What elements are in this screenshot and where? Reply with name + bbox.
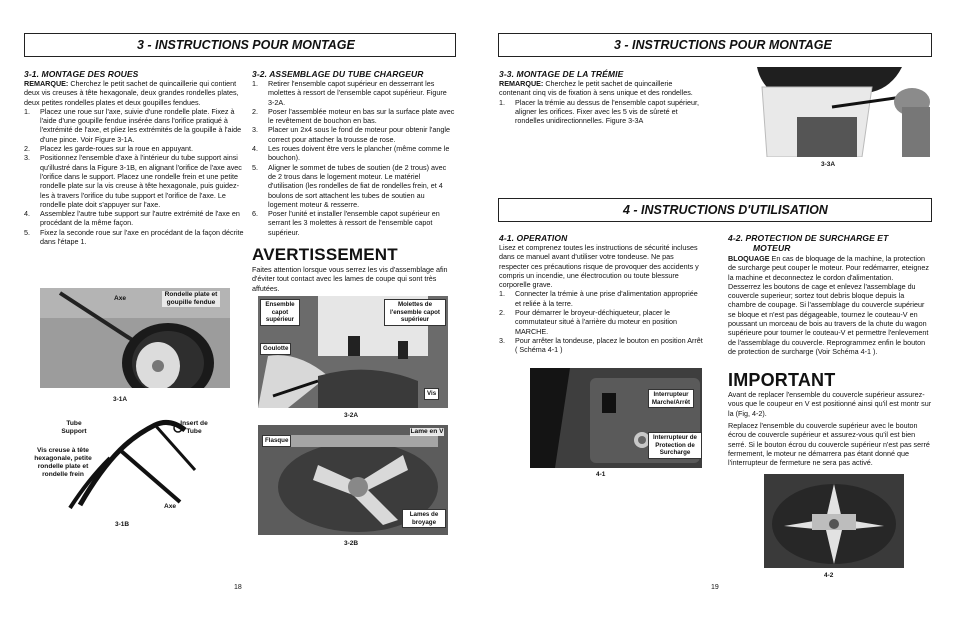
label-vis-creuse: Vis creuse à tête hexagonale, petite rondelle plate et rondelle frein [34, 447, 92, 478]
list-item [24, 153, 245, 209]
figure-3-1a-caption: 3-1A [113, 396, 128, 403]
list-text: Placez une roue sur l'axe, suivie d'une rondelle plate. Fixez à l'aide d'une goupille fendue insérée dans l'orifice pratiqué à l'extrémité de l'axe, et pliez les extrémités de la goupille à l'aide d'une pince. Voir Figure 3-1A. [40, 106, 242, 144]
label-lames-broyage: Lames de broyage [402, 509, 446, 528]
list-item [24, 228, 245, 247]
section-3-3-body [499, 79, 703, 125]
list-number: 1. [499, 289, 505, 299]
figure-3-3a-photo [752, 62, 930, 157]
list-item [499, 98, 703, 126]
list-number: 3. [24, 153, 30, 163]
section-3-2-body [252, 79, 455, 237]
list-item [252, 209, 455, 237]
list-item [252, 79, 455, 107]
label-axe-b: Axe [164, 503, 177, 510]
label-rondelle-plate: Rondelle plate et goupille fendue [162, 291, 220, 307]
remark-text: Cherchez le petit sachet de quincaillerie contenant cinq vis de fixation à sens unique et des rondelles. [499, 79, 693, 98]
warning-title: AVERTISSEMENT [252, 245, 398, 264]
list-text: Pour arrêter la tondeuse, placez le bouton en position Arrêt ( Schéma 4-1 ) [515, 335, 703, 355]
remark-label: REMARQUE: [24, 79, 69, 88]
list-number: 2. [252, 106, 258, 116]
label-vis: Vis [424, 388, 439, 400]
section-4-2-body [728, 254, 932, 356]
section-4-1-title: 4-1. OPERATION [499, 233, 568, 243]
right-section-header [498, 33, 932, 57]
label-lame-v: Lame en V [410, 428, 444, 435]
section-3-2-title: 3-2. ASSEMBLAGE DU TUBE CHARGEUR [252, 69, 424, 79]
section-3-1-title: 3-1. MONTAGE DES ROUES [24, 69, 139, 79]
bloquage-label: BLOQUAGE [728, 254, 770, 263]
figure-3-2a-caption: 3-2A [344, 412, 359, 419]
page-number-left: 18 [234, 584, 242, 591]
section-3-1-body [24, 79, 245, 246]
list-number: 2. [24, 144, 30, 154]
list-number: 1. [499, 97, 505, 107]
section-4-2-p1 [728, 254, 932, 282]
figure-3-1b-caption: 3-1B [115, 521, 130, 528]
list-text: Placer un 2x4 sous le fond de moteur pour obtenir l'angle correct pour attacher la trousse de rose. [268, 125, 450, 144]
left-section-header [24, 33, 456, 57]
section-4-2-title-line1: 4-2. PROTECTION DE SURCHARGE ET [728, 233, 889, 243]
section-4-2-p3: Avant de replacer l'ensemble du couvercle supérieur assurez-vous que le coupeur en V est positionné ainsi qu'il est montr sur la (Fig, 4-2). [728, 390, 932, 418]
list-item [252, 144, 455, 163]
list-item [252, 125, 455, 144]
list-number: 1. [252, 79, 258, 88]
list-number: 2. [499, 308, 505, 318]
section-4-header [498, 198, 932, 222]
list-number: 3. [499, 335, 505, 345]
section-4-1-intro: Lisez et comprenez toutes les instructions de sécurité incluses dans ce manuel avant d'utiliser votre tondeuse. Ne pas respecter ces précautions risque de provoquer des accidents y compris un incendie, une électrocution ou toute blessure corporelle grave. [499, 243, 699, 290]
list-text: Poser l'assemblée moteur en bas sur la surface plate avec le revêtement de bouchon en bas. [268, 106, 455, 126]
section-4-2-p4: Replacez l'ensemble du couvercle supérieur avec le bouton écrou de couvercle supérieur et assurez-vous qu'il est bien serré. Si le bouton écrou du couvercle supérieur n'est pas serré fermement, le moteur ne démarrera pas étant donné que l'interrupteur de fermeture ne sera pas activé. [728, 421, 930, 468]
list-text: Assemblez l'autre tube support sur l'autre extrémité de l'axe en procédant de la même façon. [40, 209, 240, 228]
list-item [499, 336, 703, 355]
label-axe: Axe [114, 295, 127, 302]
figure-3-2b-caption: 3-2B [344, 540, 359, 547]
figure-3-3a-caption: 3-3A [821, 161, 836, 168]
bloquage-text: En cas de bloquage de la machine, la protection de surcharge peut couper le moteur. Pour redémarrer, eteignez la machine et deconnectez le cordon d'alimentation. [728, 254, 929, 282]
list-number: 5. [252, 162, 258, 172]
section-4-header-text: 4 - INSTRUCTIONS D'UTILISATION [623, 203, 828, 217]
v-cutter-illustration [764, 474, 904, 568]
left-header-text: 3 - INSTRUCTIONS POUR MONTAGE [137, 38, 355, 52]
list-number: 3. [252, 125, 258, 135]
figure-4-2-photo [764, 474, 904, 568]
figure-4-1-caption: 4-1 [596, 471, 606, 478]
label-goulotte: Goulotte [260, 343, 291, 355]
list-item [24, 144, 245, 153]
list-number: 4. [252, 144, 258, 154]
section-4-2-title-line2: MOTEUR [753, 243, 791, 253]
list-item [24, 209, 245, 228]
list-text: Retirer l'ensemble capot supérieur en desserrant les molettes à ressort de l'ensemble capot supérieur. Figure 3-2A. [268, 79, 447, 107]
list-item [24, 107, 245, 144]
important-title: IMPORTANT [728, 370, 836, 390]
label-tube-support: Tube Support [61, 420, 87, 435]
hopper-illustration [752, 62, 930, 157]
list-text: Placez les garde-roues sur la roue en appuyant. [40, 144, 194, 154]
list-item [499, 289, 703, 308]
label-ensemble-capot: Ensemble capot supérieur [260, 299, 300, 326]
list-item [252, 107, 455, 126]
list-text: Les roues doivent être vers le plancher (même comme le bouchon). [268, 144, 450, 163]
warning-text: Faites attention lorsque vous serrez les vis d'assemblage afin d'éviter tout contact avec les lames de coupe qui sont très affutées. [252, 265, 448, 293]
section-4-2-title [728, 233, 932, 253]
list-item [499, 308, 703, 336]
list-number: 4. [24, 209, 30, 219]
label-interrupteur: Interrupteur Marche/Arrêt [648, 389, 694, 408]
label-insert-tube: Insert de Tube [180, 420, 208, 435]
list-text: Poser l'unité et installer l'ensemble capot supérieur en serrant les 3 molettes à ressort de l'ensemble capot supérieur. [268, 209, 440, 237]
label-flasque: Flasque [262, 435, 291, 447]
list-text: Positionnez l'ensemble d'axe à l'intérieur du tube support ainsi qu'illustré dans la Figure 3-1B, en alignant l'orifice de l'axe avec l'orifice dans le support. Placez une rondelle frein et une petite rondelle plate sur la vis creuse à tête hexagonale, puis guidez-les à travers l'orifice du tube support et l'orifice de l'axe. Le rondelle plate doit s'appuyer sur l'axe. [40, 153, 242, 209]
label-molettes: Molettes de l'ensemble capot supérieur [384, 299, 446, 326]
list-number: 6. [252, 209, 258, 219]
section-4-1-body [499, 243, 703, 355]
remark-label: REMARQUE: [499, 79, 544, 88]
section-3-3-title: 3-3. MONTAGE DE LA TRÉMIE [499, 69, 624, 79]
section-4-2-p2: Desserrez les boutons de cage et enlevez l'assemblage du couvercle superieur; sortez tout debris bloque depuis la chambre de coupage. Si l'assemblage du couvercle supérieur se bloque et n'est pas dégageable, tournez le couteau-V en poussant un morceau de bois au travers de la chute du wagon supérieure pour tourner le couteau-V et permettre l'enlevement de l'assemblage du couvercle. Reprogrammez enfin le bouton de protection de surcharge (Voir Schéma 4-1 ). [728, 281, 929, 356]
list-text: Pour démarrer le broyeur-déchiqueteur, placer le commutateur situé à l'arrière du moteur en position MARCHE. [515, 308, 677, 336]
list-item [252, 163, 455, 209]
remark-text: Cherchez le petit sachet de quincaillerie qui contient deux vis creuses à tête hexagonale, deux grandes rondelles plates, deux petites rondelles plates et deux goupilles fendues. [24, 79, 239, 107]
right-header-text: 3 - INSTRUCTIONS POUR MONTAGE [614, 38, 832, 52]
page-number-right: 19 [711, 584, 719, 591]
list-text: Aligner le sommet de tubes de soutien (de 2 trous) avec de 2 trous dans le logement moteur. Le matériel d'utilisation (les rondelles de fiat de rondelles frein, et 4 boulons de sort attachent les tubes de soutien au logement moteur & resserre. [268, 162, 447, 209]
list-text: Fixez la seconde roue sur l'axe en procédant de la façon décrite dans l'étape 1. [40, 227, 244, 247]
section-3-1-remark [24, 79, 245, 107]
list-text: Connecter la trémie à une prise d'alimentation appropriée et reliée à la terre. [515, 289, 698, 308]
list-text: Placer la trémie au dessus de l'ensemble capot supérieur, aligner les orifices. Fixer avec les 5 vis de sûreté et rondelles unidirectionnelles. Figure 3-3A [515, 97, 699, 126]
list-number: 5. [24, 227, 30, 237]
section-3-3-remark [499, 79, 703, 98]
figure-4-2-caption: 4-2 [824, 572, 834, 579]
list-number: 1. [24, 106, 30, 116]
label-protection-surcharge: Interrupteur de Protection de Surcharge [648, 432, 702, 459]
